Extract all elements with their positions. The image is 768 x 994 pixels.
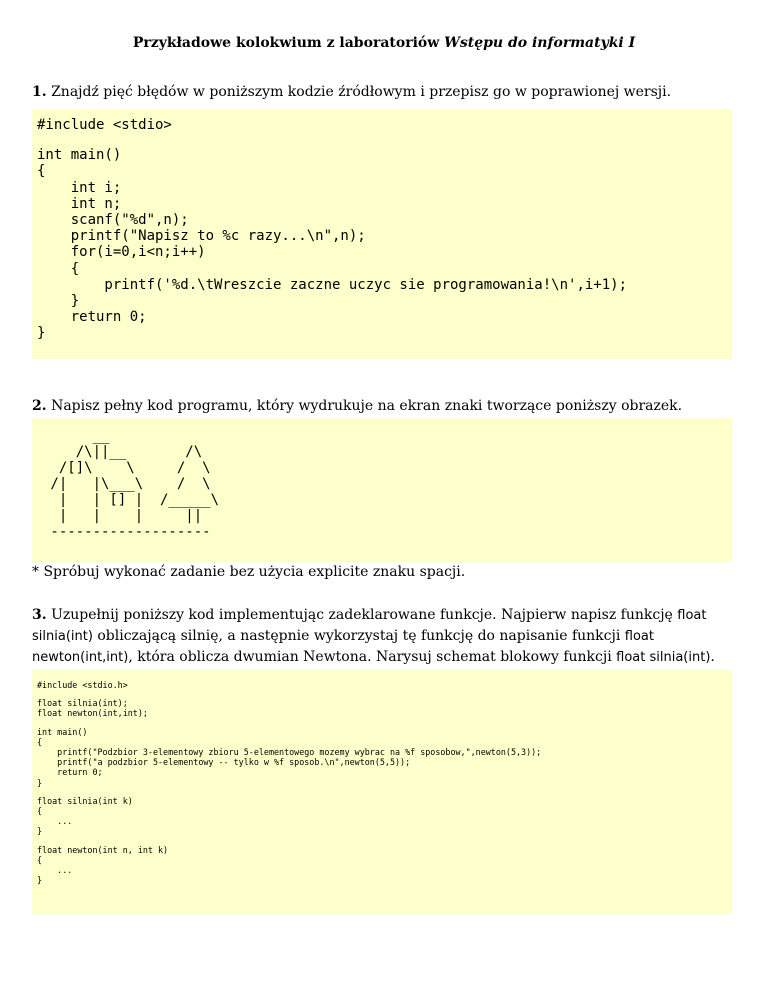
task-1-text: Znajdź pięć błędów w poniższym kodzie źródłowym i przepisz go w poprawionej wersji. <box>46 84 672 100</box>
task-3-number: 3. <box>32 607 47 623</box>
task-2-instruction <box>32 396 732 416</box>
task-2-text: Napisz pełny kod programu, który wydrukuje na ekran znaki tworzące poniższy obrazek. <box>46 398 683 414</box>
title-text: Przykładowe kolokwium z laboratoriów <box>132 35 445 51</box>
task-2-number: 2. <box>32 398 47 414</box>
code-newton-function: float newton(int n, int k) { ... } <box>37 844 169 886</box>
code-main-function: int main() { int i; int n; scanf("%d",n); printf("Napisz to %c razy...\n",n); for(i=0,i<n;i++) { printf('%d.\tWreszcie zaczne uczyc sie programowania!\n',i+1); } return 0; } <box>37 147 628 342</box>
task-2-note: * Spróbuj wykonać zadanie bez użycia explicite znaku spacji. <box>32 564 466 580</box>
task-3-instruction <box>32 605 732 668</box>
task-3-text-part-3: , która oblicza dwumian Newtona. Narysuj schemat blokowy funkcji <box>128 649 617 665</box>
code-declarations: float silnia(int); float newton(int,int); <box>37 698 148 719</box>
task-3-text-part-2: obliczającą silnię, a następnie wykorzystaj tę funkcję do napisanie funkcji <box>92 628 625 644</box>
task-3-text-part-1: Uzupełnij poniższy kod implementując zadeklarowane funkcje. Najpierw napisz funkcję <box>46 607 678 623</box>
task-3-text-part-4: . <box>710 649 715 665</box>
function-silnia-name: float silnia(int) <box>32 608 707 644</box>
function-silnia-name-2: float silnia(int) <box>616 650 711 665</box>
task-1-code-block <box>32 109 732 359</box>
task-3-code-block <box>32 670 732 914</box>
task-1-number: 1. <box>32 84 47 100</box>
task-1-instruction <box>32 82 732 102</box>
task-2-ascii-art: __ /\||__ /\ /[]\ \ / \ /| |\___\ / \ | | [] | /_____\ | | | || ------------------- <box>32 418 732 562</box>
code-include-line: #include <stdio> <box>37 117 172 133</box>
code-main-function: int main() { printf("Podzbior 3-elementowy zbioru 5-elementowego mozemy wybrac na %f sposobow,",newton(5,3)); printf("a podzbior 5-elementowy -- tylko w %f sposob.\n",newton(5,5)); return 0; } <box>37 726 542 788</box>
page-title <box>0 35 768 51</box>
title-course-name: Wstępu do informatyki I <box>444 35 636 51</box>
function-newton-name: float newton(int,int) <box>32 629 654 665</box>
code-include-line: #include <stdio.h> <box>37 680 128 690</box>
code-silnia-function: float silnia(int k) { ... } <box>37 795 133 837</box>
